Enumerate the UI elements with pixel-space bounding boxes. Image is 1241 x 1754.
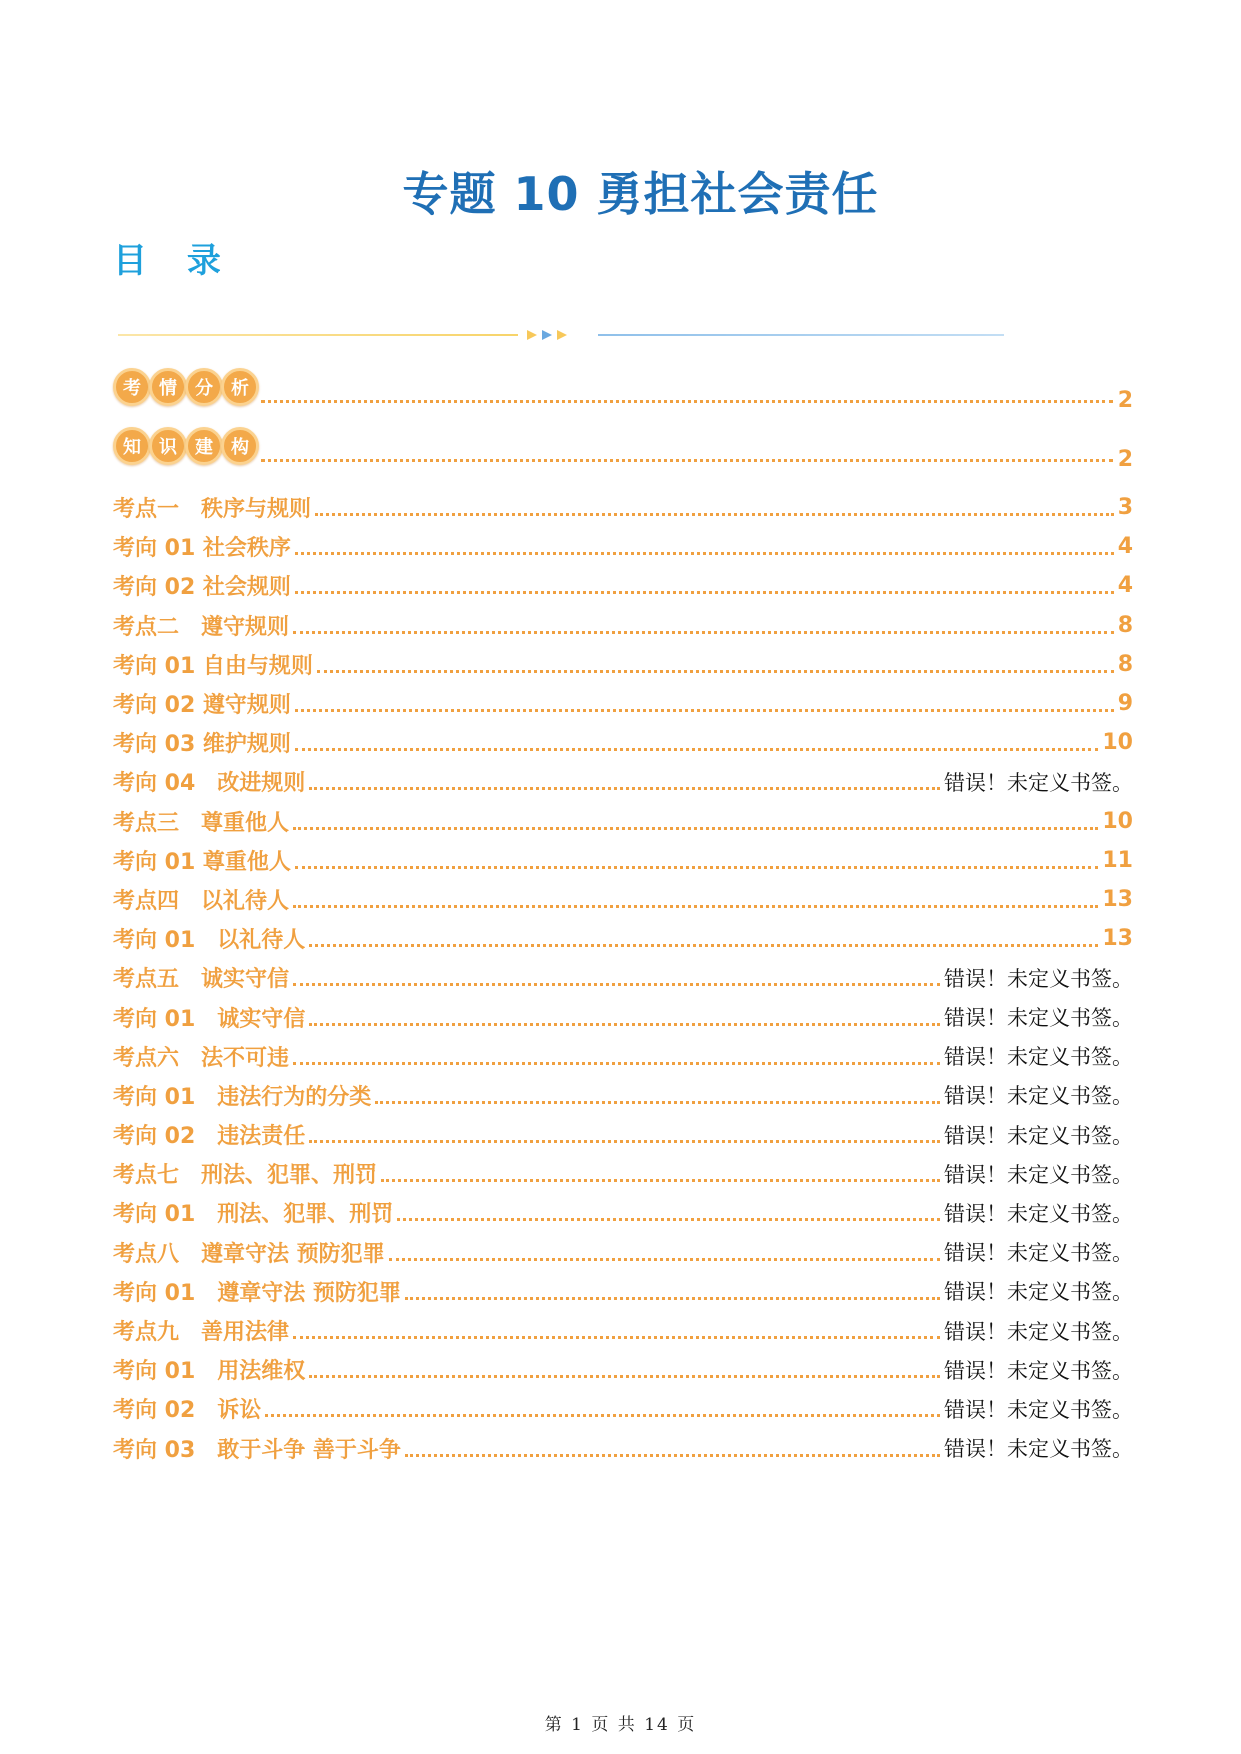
dot-leader (295, 866, 1098, 869)
dot-leader (381, 1179, 940, 1182)
badge-char: 构 (221, 427, 259, 465)
toc-page-number: 错误！未定义书签。 (944, 1006, 1133, 1031)
toc-entry[interactable] (113, 1233, 1133, 1272)
toc-entry-label: 考点八 遵章守法 预防犯罪 (113, 1241, 385, 1267)
dot-leader (295, 748, 1098, 751)
dot-leader (261, 400, 1113, 403)
dot-leader (309, 787, 940, 790)
toc-entry-label: 考点九 善用法律 (113, 1320, 290, 1346)
toc-entry[interactable] (113, 997, 1133, 1036)
toc-page-number: 错误！未定义书签。 (944, 1162, 1133, 1187)
toc-page-number: 8 (1117, 651, 1133, 677)
dot-leader (293, 631, 1114, 634)
toc-entry[interactable] (113, 1193, 1133, 1232)
dot-leader (317, 670, 1114, 673)
toc-heading: 目 录 (113, 241, 235, 281)
toc-page-number: 11 (1102, 847, 1133, 873)
toc-list (113, 488, 1133, 1468)
toc-page-number: 错误！未定义书签。 (944, 1397, 1133, 1422)
toc-page-number: 错误！未定义书签。 (944, 1123, 1133, 1148)
divider-left-line (118, 334, 518, 336)
toc-entry[interactable] (113, 645, 1133, 684)
toc-entry-label: 考向 04 改进规则 (113, 771, 306, 797)
toc-entry-label: 考点五 诚实守信 (113, 967, 290, 993)
toc-entry-label: 考点二 遵守规则 (113, 614, 290, 640)
badge-char: 考 (113, 368, 151, 406)
dot-leader (293, 1336, 940, 1339)
toc-entry-label: 考向 01 尊重他人 (113, 849, 291, 875)
toc-entry-label: 考向 03 敢于斗争 善于斗争 (113, 1437, 401, 1463)
dot-leader (309, 944, 1098, 947)
toc-page-number: 4 (1117, 534, 1133, 560)
toc-entry-label: 考向 01 刑法、犯罪、刑罚 (113, 1202, 394, 1228)
badge-char: 分 (185, 368, 223, 406)
toc-entry-label: 考点七 刑法、犯罪、刑罚 (113, 1163, 378, 1189)
toc-entry[interactable] (113, 1429, 1133, 1468)
dot-leader (265, 1414, 940, 1417)
dot-leader (293, 827, 1098, 830)
dot-leader (293, 905, 1098, 908)
badge-char: 建 (185, 427, 223, 465)
toc-entry[interactable] (113, 1076, 1133, 1115)
toc-entry[interactable] (113, 880, 1133, 919)
toc-entry-label: 考向 01 遵章守法 预防犯罪 (113, 1280, 401, 1306)
toc-entry[interactable] (113, 762, 1133, 801)
toc-page-number: 错误！未定义书签。 (944, 1319, 1133, 1344)
toc-entry[interactable] (113, 1350, 1133, 1389)
badge-char: 识 (149, 427, 187, 465)
toc-page-number: 4 (1117, 573, 1133, 599)
toc-entry-label: 考向 01 社会秩序 (113, 536, 291, 562)
badge-char: 知 (113, 427, 151, 465)
badge-char: 析 (221, 368, 259, 406)
toc-entry[interactable] (113, 919, 1133, 958)
toc-entry-label: 考向 02 诉讼 (113, 1398, 262, 1424)
toc-entry[interactable] (113, 958, 1133, 997)
toc-entry[interactable] (113, 723, 1133, 762)
toc-entry-label: 考向 01 诚实守信 (113, 1006, 306, 1032)
toc-entry[interactable] (113, 527, 1133, 566)
toc-page-number: 错误！未定义书签。 (944, 1045, 1133, 1070)
toc-page-number: 错误！未定义书签。 (944, 1084, 1133, 1109)
toc-entry[interactable] (113, 684, 1133, 723)
toc-entry-label: 考向 01 自由与规则 (113, 653, 313, 679)
toc-page-number: 错误！未定义书签。 (944, 1280, 1133, 1305)
dot-leader (309, 1375, 940, 1378)
dot-leader (295, 552, 1114, 555)
toc-page-number: 错误！未定义书签。 (944, 966, 1133, 991)
dot-leader (315, 513, 1114, 516)
toc-entry[interactable] (113, 1272, 1133, 1311)
triple-arrow-icon (525, 326, 575, 344)
toc-page-number: 9 (1117, 691, 1133, 717)
dot-leader (295, 591, 1114, 594)
toc-entry[interactable] (113, 1311, 1133, 1350)
toc-entry-label: 考向 02 遵守规则 (113, 693, 291, 719)
toc-page-number: 3 (1117, 495, 1133, 521)
toc-page-number: 错误！未定义书签。 (944, 1201, 1133, 1226)
toc-page-number: 10 (1102, 730, 1133, 756)
dot-leader (405, 1297, 940, 1300)
page-footer: 第 1 页 共 14 页 (544, 1715, 697, 1735)
dot-leader (293, 983, 940, 986)
toc-page-number: 错误！未定义书签。 (944, 1358, 1133, 1383)
toc-entry[interactable] (113, 841, 1133, 880)
dot-leader (293, 1062, 940, 1065)
toc-entry[interactable] (113, 1115, 1133, 1154)
toc-page-number: 13 (1102, 926, 1133, 952)
toc-entry-label: 考向 01 违法行为的分类 (113, 1084, 372, 1110)
page-title: 专题 10 勇担社会责任 (402, 167, 879, 221)
toc-entry-label: 考点六 法不可违 (113, 1045, 290, 1071)
dot-leader (261, 459, 1113, 462)
dot-leader (389, 1258, 940, 1261)
toc-page-number: 错误！未定义书签。 (944, 1437, 1133, 1462)
dot-leader (405, 1454, 940, 1457)
toc-entry-label: 考点三 尊重他人 (113, 810, 290, 836)
toc-entry-label: 考向 01 以礼待人 (113, 928, 306, 954)
dot-leader (397, 1218, 940, 1221)
knowledge-construction-badge (113, 427, 257, 465)
dot-leader (375, 1101, 940, 1104)
toc-entry[interactable] (113, 1037, 1133, 1076)
toc-entry[interactable] (113, 606, 1133, 645)
divider-right-line (598, 334, 1004, 336)
toc-page-number: 错误！未定义书签。 (944, 1241, 1133, 1266)
toc-entry[interactable] (113, 488, 1133, 527)
toc-page-number: 13 (1102, 886, 1133, 912)
dot-leader (309, 1023, 940, 1026)
toc-entry[interactable] (113, 1154, 1133, 1193)
toc-entry[interactable] (113, 566, 1133, 605)
toc-entry-exam-analysis[interactable] (113, 368, 1133, 420)
dot-leader (309, 1140, 940, 1143)
toc-entry-label: 考向 03 维护规则 (113, 732, 291, 758)
toc-entry-label: 考向 02 社会规则 (113, 575, 291, 601)
toc-page-number: 2 (1117, 447, 1133, 472)
dot-leader (295, 709, 1114, 712)
toc-page-number: 10 (1102, 808, 1133, 834)
exam-analysis-badge (113, 368, 257, 406)
badge-char: 情 (149, 368, 187, 406)
toc-page-number: 2 (1117, 388, 1133, 413)
toc-entry[interactable] (113, 1389, 1133, 1428)
toc-entry-label: 考向 02 违法责任 (113, 1124, 306, 1150)
toc-entry-label: 考点一 秩序与规则 (113, 497, 312, 523)
toc-entry-label: 考点四 以礼待人 (113, 888, 290, 914)
toc-entry-label: 考向 01 用法维权 (113, 1359, 306, 1385)
toc-page-number: 错误！未定义书签。 (944, 770, 1133, 795)
toc-page-number: 8 (1117, 612, 1133, 638)
decorative-divider (118, 325, 1008, 345)
toc-entry-knowledge-construction[interactable] (113, 427, 1133, 479)
toc-entry[interactable] (113, 802, 1133, 841)
